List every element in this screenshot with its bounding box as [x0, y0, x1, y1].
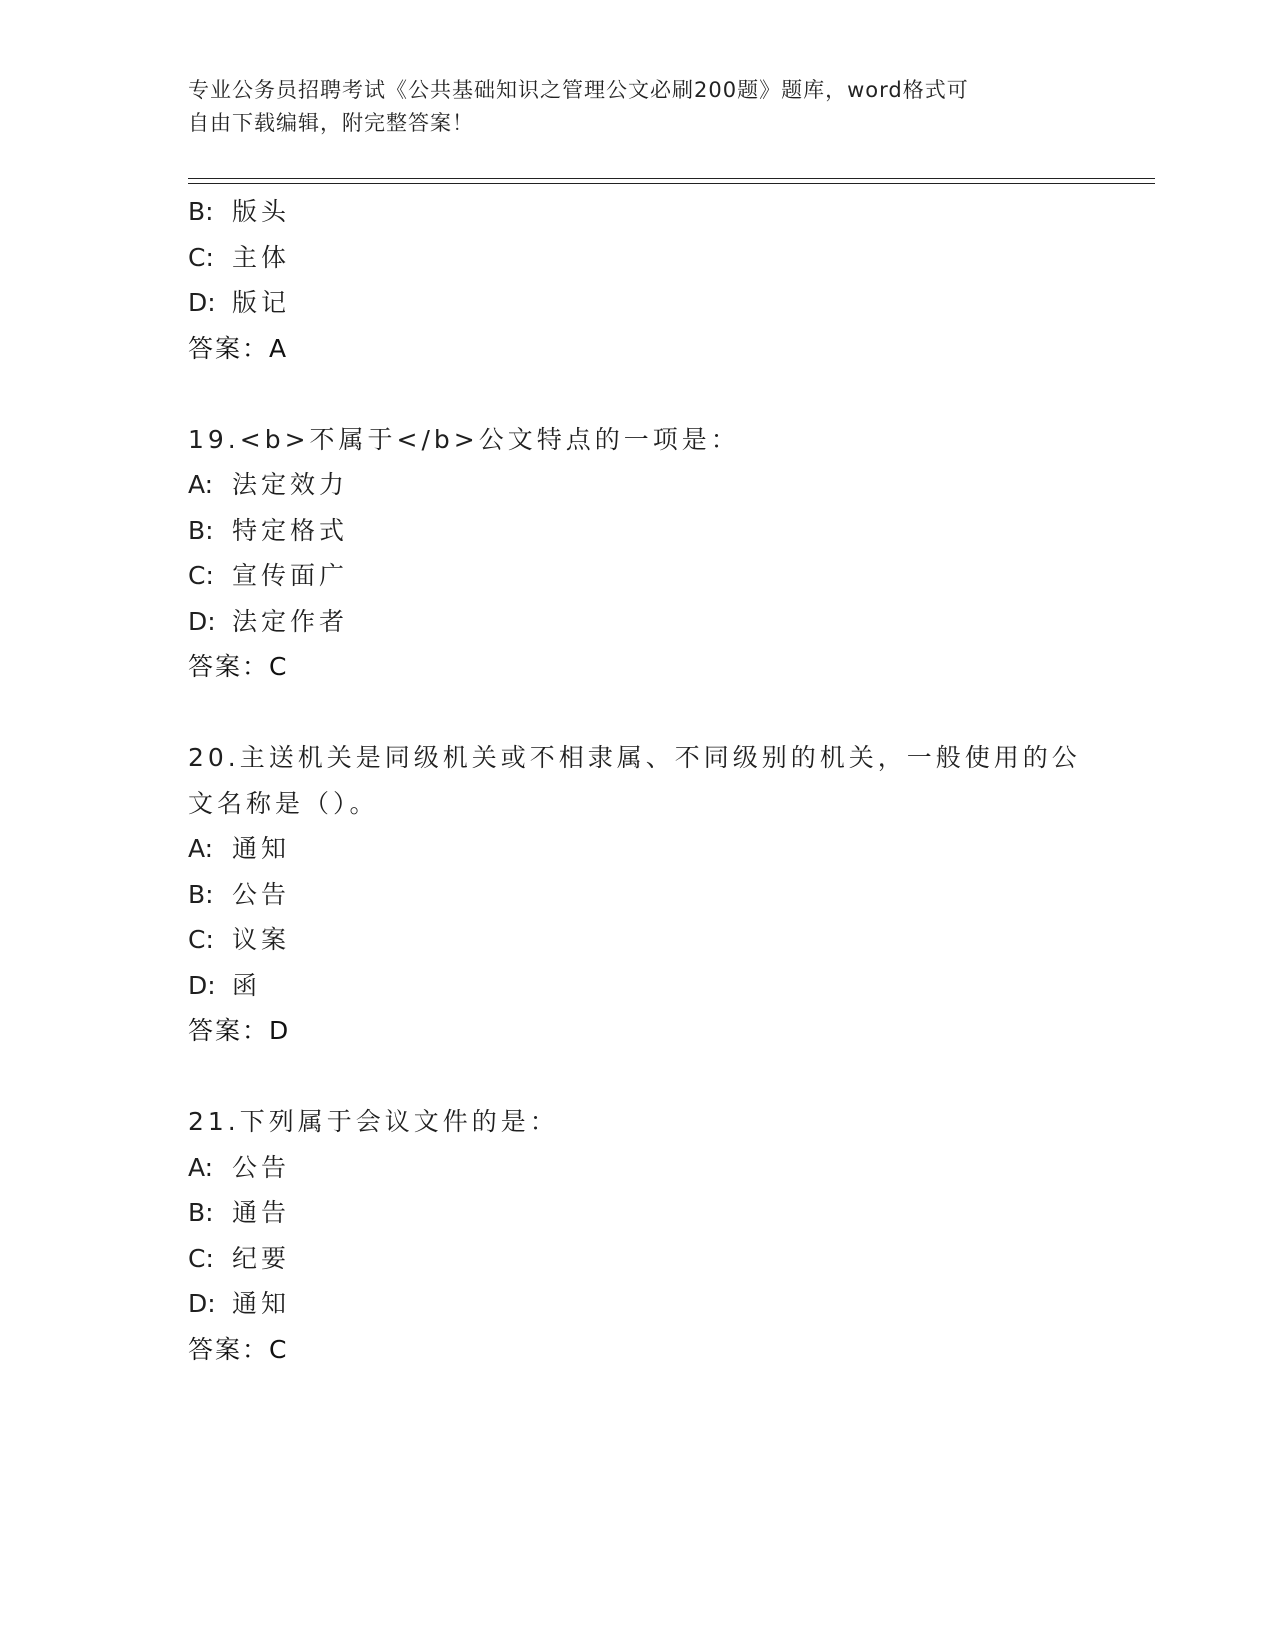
option-letter: C: [188, 242, 214, 272]
option-text: 公告 [232, 879, 291, 909]
answer-line: 答案：D [188, 1016, 291, 1045]
option-letter: B: [188, 197, 214, 226]
option-text: 通告 [232, 1198, 291, 1227]
option-letter: D: [188, 1289, 216, 1318]
question-stem: 19.<b>不属于</b>公文特点的一项是： [188, 424, 740, 454]
option-a [188, 1145, 1108, 1191]
header-line-2: 自由下载编辑，附完整答案！ [188, 111, 474, 135]
option-c [188, 917, 1108, 963]
option-text: 法定作者 [232, 606, 349, 636]
header-divider-top [188, 178, 1155, 179]
option-letter: D: [188, 970, 216, 1000]
option-text: 版记 [232, 288, 291, 317]
option-text: 通知 [232, 834, 291, 863]
spacer [188, 371, 1108, 417]
option-a [188, 462, 1108, 508]
option-letter: B: [188, 1198, 214, 1227]
document-body [188, 189, 1108, 1372]
spacer [188, 1054, 1108, 1100]
option-text: 特定格式 [232, 515, 349, 545]
option-c [188, 1236, 1108, 1282]
question-stem-line-1: 20.主送机关是同级机关或不相隶属、不同级别的机关，一般使用的公 [188, 743, 1081, 772]
option-letter: C: [188, 1243, 214, 1273]
option-d [188, 280, 1108, 326]
option-a [188, 826, 1108, 872]
answer-line: 答案：A [188, 333, 289, 363]
header-divider-bottom [188, 183, 1155, 184]
option-b [188, 1190, 1108, 1236]
option-b [188, 872, 1108, 918]
option-b [188, 508, 1108, 554]
option-c [188, 235, 1108, 281]
option-d [188, 599, 1108, 645]
option-letter: B: [188, 515, 214, 545]
option-d [188, 1281, 1108, 1327]
document-header [188, 74, 1088, 140]
option-letter: D: [188, 606, 216, 636]
option-letter: A: [188, 470, 214, 499]
option-text: 公告 [232, 1152, 291, 1182]
option-letter: C: [188, 561, 214, 590]
option-text: 主体 [232, 242, 291, 272]
option-letter: B: [188, 879, 214, 909]
option-letter: A: [188, 1152, 214, 1182]
option-text: 纪要 [232, 1243, 291, 1273]
question-stem-line-2: 文名称是（）。 [188, 788, 379, 818]
option-text: 通知 [232, 1289, 291, 1318]
option-letter: D: [188, 288, 216, 317]
option-text: 函 [232, 970, 262, 1000]
option-text: 宣传面广 [232, 561, 349, 590]
option-letter: A: [188, 834, 214, 863]
option-text: 版头 [232, 197, 291, 226]
option-c [188, 553, 1108, 599]
question-stem: 21.下列属于会议文件的是： [188, 1107, 559, 1136]
option-text: 议案 [232, 925, 291, 954]
answer-line: 答案：C [188, 1334, 289, 1364]
answer-line: 答案：C [188, 652, 289, 681]
option-letter: C: [188, 925, 214, 954]
option-text: 法定效力 [232, 470, 349, 499]
option-b [188, 189, 1108, 235]
spacer [188, 690, 1108, 736]
option-d [188, 963, 1108, 1009]
header-line-1: 专业公务员招聘考试《公共基础知识之管理公文必刷200题》题库，word格式可 [188, 78, 969, 102]
